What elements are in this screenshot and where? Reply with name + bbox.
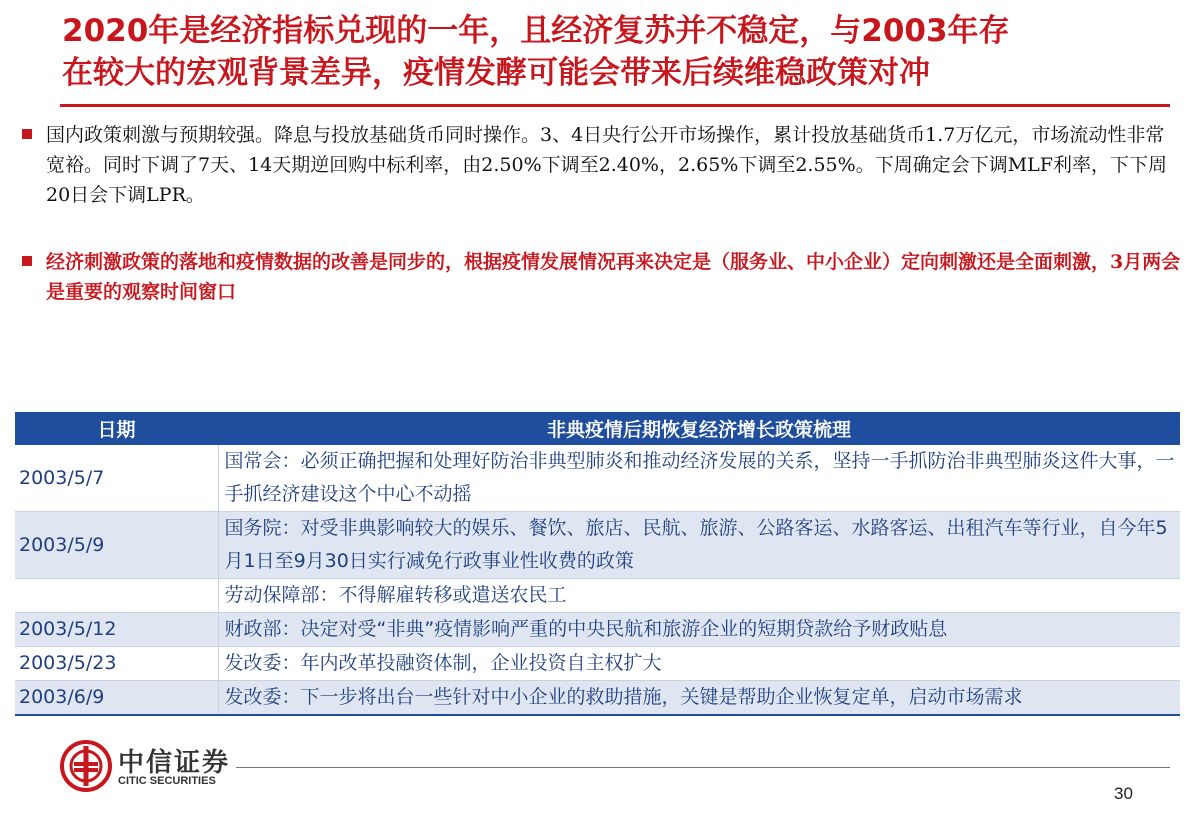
policy-table	[15, 412, 1180, 716]
page-title	[62, 10, 1172, 94]
table-row	[15, 681, 1180, 716]
square-bullet-icon	[22, 129, 32, 139]
row-date: 2003/5/7	[15, 445, 218, 512]
bullet-point-1	[22, 120, 1182, 210]
row-date: 2003/5/9	[15, 512, 218, 579]
table-row	[15, 613, 1180, 647]
page-title-line-2: 在较大的宏观背景差异，疫情发酵可能会带来后续维稳政策对冲	[62, 55, 930, 91]
brand-name-cn: 中信证券	[118, 748, 231, 778]
row-content: 国务院：对受非典影响较大的娱乐、餐饮、旅店、民航、旅游、公路客运、水路客运、出租汽车等行业，自今年5月1日至9月30日实行减免行政事业性收费的政策	[218, 512, 1180, 579]
bullet-point-2	[22, 247, 1182, 307]
brand-name-en: CITIC SECURITIES	[118, 775, 216, 787]
table-row	[15, 647, 1180, 681]
row-content: 国常会：必须正确把握和处理好防治非典型肺炎和推动经济发展的关系，坚持一手抓防治非典型肺炎这件大事，一手抓经济建设这个中心不动摇	[218, 445, 1180, 512]
row-date: 2003/5/12	[15, 613, 218, 647]
table-row	[15, 445, 1180, 512]
row-content: 劳动保障部：不得解雇转移或遣送农民工	[218, 579, 1180, 613]
page-number: 30	[1114, 784, 1133, 803]
row-content: 发改委：年内改革投融资体制，企业投资自主权扩大	[218, 647, 1180, 681]
title-divider	[60, 104, 1170, 107]
row-content: 财政部：决定对受“非典”疫情影响严重的中央民航和旅游企业的短期贷款给予财政贴息	[218, 613, 1180, 647]
header-date: 日期	[15, 412, 218, 445]
page-title-line-1: 2020年是经济指标兑现的一年，且经济复苏并不稳定，与2003年存	[62, 13, 1010, 49]
table-row	[15, 579, 1180, 613]
citic-logo-icon	[60, 740, 112, 792]
row-date	[15, 579, 218, 613]
header-content: 非典疫情后期恢复经济增长政策梳理	[218, 412, 1180, 445]
row-date: 2003/5/23	[15, 647, 218, 681]
footer-divider	[236, 767, 1170, 768]
table-row	[15, 512, 1180, 579]
square-bullet-icon	[22, 256, 32, 266]
bullet-text-2: 经济刺激政策的落地和疫情数据的改善是同步的，根据疫情发展情况再来决定是（服务业、中小企业）定向刺激还是全面刺激，3月两会是重要的观察时间窗口	[46, 251, 1181, 303]
row-date: 2003/6/9	[15, 681, 218, 716]
row-content: 发改委：下一步将出台一些针对中小企业的救助措施，关键是帮助企业恢复定单，启动市场需求	[218, 681, 1180, 716]
bullet-text-1: 国内政策刺激与预期较强。降息与投放基础货币同时操作。3、4日央行公开市场操作，累计投放基础货币1.7万亿元，市场流动性非常宽裕。同时下调了7天、14天期逆回购中标利率，由2.50%下调至2.40%，2.65%下调至2.55%。下周确定会下调MLF利率，下下周20日会下调LPR。	[46, 124, 1167, 206]
table-header-row	[15, 412, 1180, 445]
